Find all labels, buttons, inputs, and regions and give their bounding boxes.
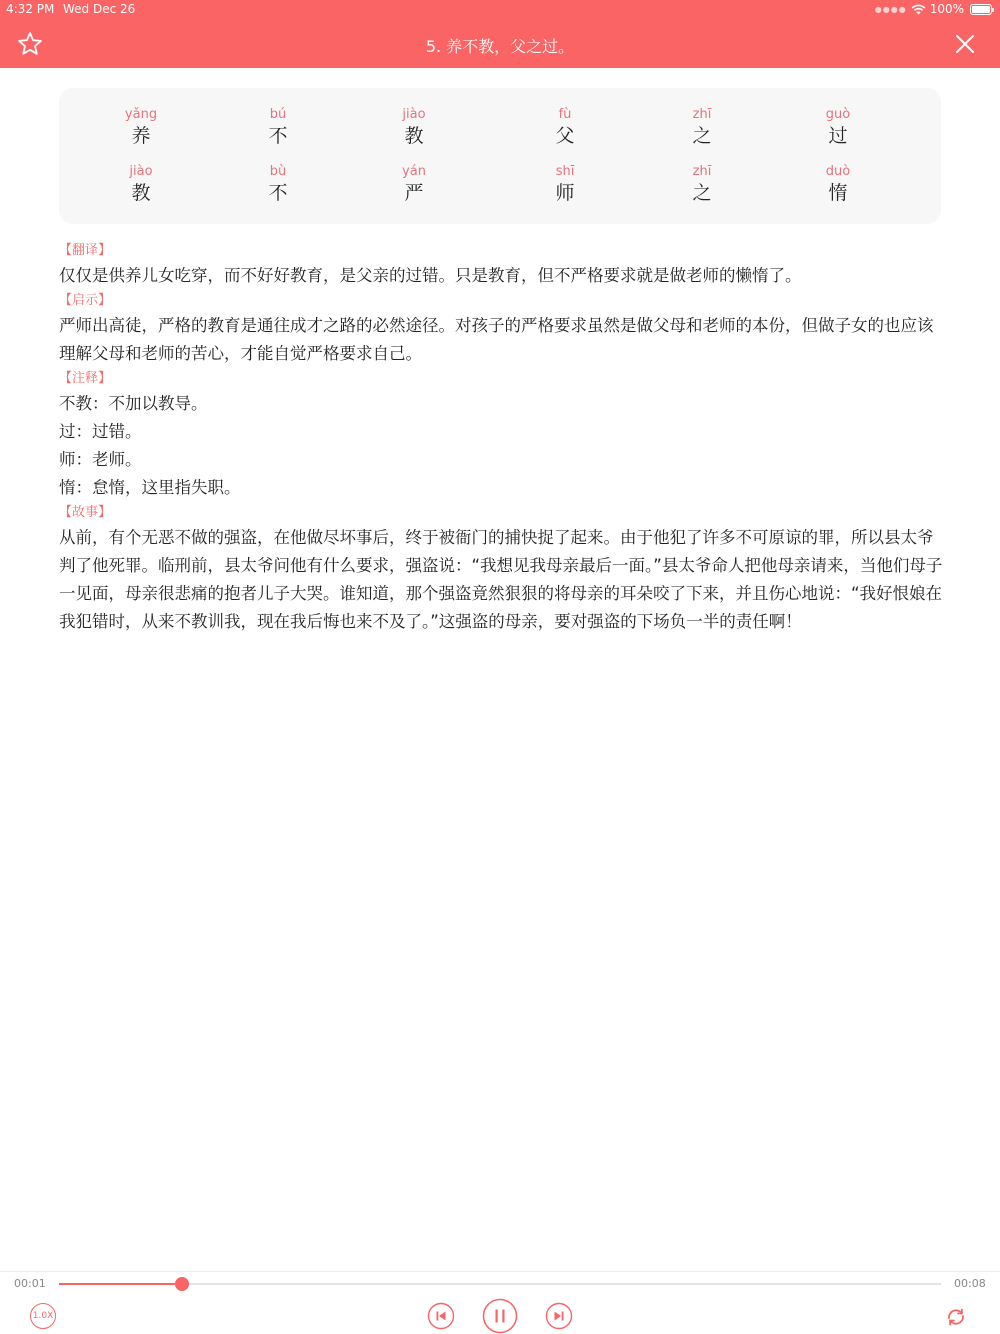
progress-thumb[interactable] (175, 1277, 189, 1291)
pinyin: guò (825, 107, 851, 122)
pinyin: bú (269, 107, 287, 122)
notes-tag: 【注释】 (59, 371, 112, 386)
hanzi: 过 (828, 125, 848, 147)
pinyin: yán (402, 164, 426, 179)
current-time: 00:01 (14, 1277, 46, 1290)
audio-player (0, 1271, 1000, 1334)
hanzi: 不 (268, 125, 288, 147)
battery-icon (970, 4, 992, 15)
pinyin: yǎng (124, 107, 158, 122)
verse-char (374, 106, 454, 148)
hanzi: 父 (555, 125, 575, 147)
story-text: 从前，有个无恶不做的强盗，在他做尽坏事后，终于被衙门的捕快捉了起来。由于他犯了许多不可原谅的罪，所以县太爷判了他死罪。临刑前，县太爷问他有什么要求，强盗说：“我想见我母亲最后一面。”县太爷命人把他母亲请来，当他们母子一见面，母亲很悲痛的抱者儿子大哭。谁知道，那个强盗竟然狠狠的将母亲的耳朵咬了下来，并且伤心地说：“我好恨娘在我犯错时，从来不教训我，现在我后悔也来不及了。”这强盗的母亲，要对强盗的下场负一半的责任啊！ (59, 528, 943, 631)
next-icon[interactable] (545, 1302, 573, 1330)
hanzi: 师 (555, 182, 575, 204)
verse-line-2 (59, 163, 941, 213)
inspiration-tag: 【启示】 (59, 293, 112, 308)
hanzi: 严 (404, 182, 424, 204)
hanzi: 教 (404, 125, 424, 147)
verse-char (662, 106, 742, 148)
hanzi: 养 (131, 125, 151, 147)
verse-char (101, 106, 181, 148)
story-tag: 【故事】 (59, 505, 112, 520)
verse-line-1 (59, 106, 941, 156)
page-title: 5. 养不教，父之过。 (425, 37, 575, 56)
battery-percent: 100% (929, 2, 964, 16)
pinyin: bù (269, 164, 287, 179)
nav-header (0, 0, 1000, 68)
note-item: 不教：不加以教导。 (59, 394, 208, 413)
pinyin: zhī (692, 164, 712, 179)
note-item: 师：老师。 (59, 450, 142, 469)
pinyin: zhī (692, 107, 712, 122)
verse-char (798, 163, 878, 205)
battery-level (972, 6, 990, 13)
status-indicators (875, 2, 992, 16)
progress-track[interactable] (59, 1283, 941, 1285)
verse-char (662, 163, 742, 205)
verse-char (798, 106, 878, 148)
pinyin: shī (555, 164, 575, 179)
hanzi: 不 (268, 182, 288, 204)
pinyin: fù (558, 107, 572, 122)
hanzi: 之 (692, 182, 712, 204)
status-time: 4:32 PM (6, 2, 55, 16)
note-item: 惰：怠惰，这里指失职。 (59, 478, 241, 497)
previous-icon[interactable] (427, 1302, 455, 1330)
total-time: 00:08 (954, 1277, 986, 1290)
pause-icon[interactable] (482, 1298, 518, 1334)
playback-speed-button[interactable]: 1.0X (30, 1303, 56, 1329)
progress-fill (59, 1283, 182, 1285)
verse-char (101, 163, 181, 205)
verse-char (238, 106, 318, 148)
translation-tag: 【翻译】 (59, 243, 112, 258)
close-icon[interactable] (952, 31, 978, 57)
pinyin: jiào (402, 107, 426, 122)
pinyin: duò (825, 164, 851, 179)
verse-char (525, 106, 605, 148)
repeat-icon[interactable] (944, 1305, 968, 1329)
verse-char (525, 163, 605, 205)
hanzi: 教 (131, 182, 151, 204)
hanzi: 惰 (828, 182, 848, 204)
wifi-icon (911, 4, 926, 15)
status-bar (0, 0, 1000, 20)
verse-card (59, 88, 941, 224)
note-item: 过：过错。 (59, 422, 142, 441)
status-date: Wed Dec 26 (63, 2, 136, 16)
inspiration-text: 严师出高徒，严格的教育是通往成才之路的必然途径。对孩子的严格要求虽然是做父母和老师的本份，但做子女的也应该理解父母和老师的苦心，才能自觉严格要求自己。 (59, 316, 934, 363)
hanzi: 之 (692, 125, 712, 147)
translation-text: 仅仅是供养儿女吃穿，而不好好教育，是父亲的过错。只是教育，但不严格要求就是做老师的懒惰了。 (59, 266, 802, 285)
lesson-content (59, 240, 944, 636)
verse-char (374, 163, 454, 205)
pinyin: jiào (129, 164, 153, 179)
verse-char (238, 163, 318, 205)
signal-icon: ●●●● (874, 4, 907, 14)
